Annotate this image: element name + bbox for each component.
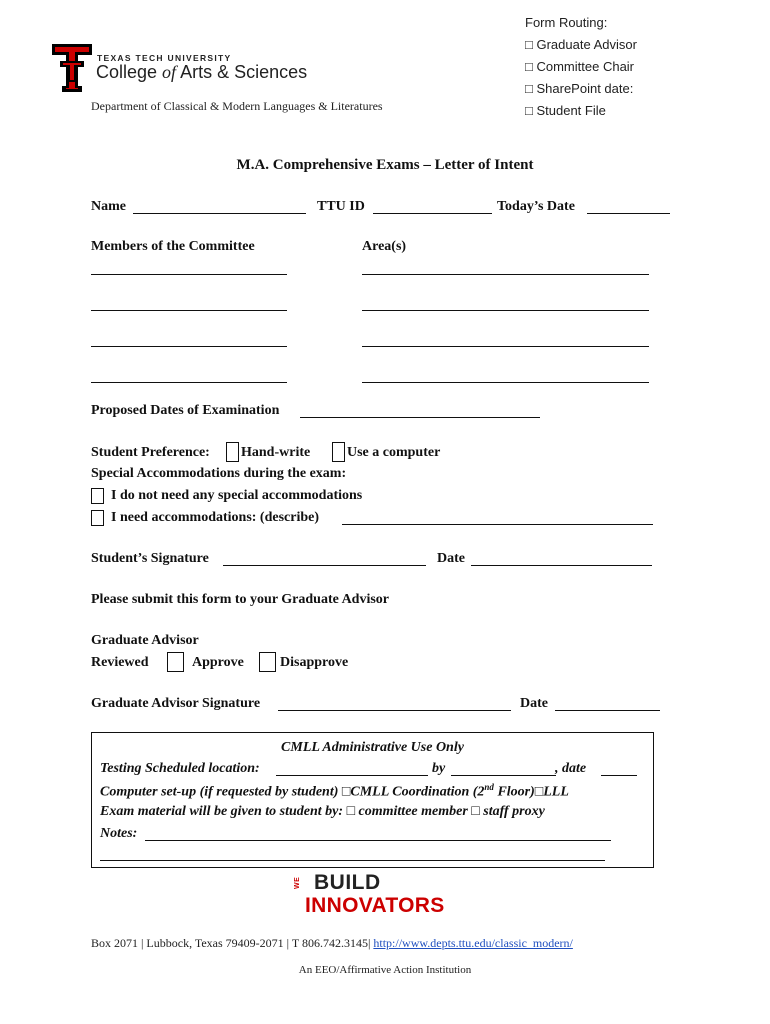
address-text: Box 2071 | Lubbock, Texas 79409-2071 | T 806.742.3145| [91, 936, 374, 950]
advisor-signature-field[interactable] [278, 710, 511, 711]
checkbox-icon[interactable]: □ [534, 784, 544, 800]
double-t-logo [50, 42, 94, 94]
handwrite-label: Hand-write [241, 445, 311, 460]
notes-field[interactable] [145, 840, 611, 841]
checkbox-icon: □ [525, 81, 533, 96]
proposed-dates-field[interactable] [300, 417, 540, 418]
today-date-field[interactable] [587, 213, 670, 214]
we-label: WE [294, 876, 301, 889]
areas-label: Area(s) [362, 239, 407, 254]
form-routing [525, 12, 637, 122]
advisor-signature-label: Graduate Advisor Signature [91, 696, 261, 711]
name-field[interactable] [133, 213, 306, 214]
student-signature-label: Student’s Signature [91, 551, 209, 566]
proposed-dates-label: Proposed Dates of Examination [91, 403, 280, 418]
member-field[interactable] [91, 346, 287, 347]
checkbox-icon[interactable]: □ [471, 804, 480, 819]
department-url-link[interactable]: http://www.depts.ttu.edu/classic_modern/ [373, 936, 573, 950]
checkbox-icon[interactable]: □ [341, 784, 351, 800]
area-field[interactable] [362, 310, 649, 311]
area-field[interactable] [362, 382, 649, 383]
address-row [91, 936, 573, 951]
college-name-post: Arts & Sciences [176, 62, 308, 82]
testing-by-label: by [432, 761, 446, 776]
advisor-date-label: Date [520, 696, 548, 711]
computer-setup-label: Computer set-up (if requested by student) [100, 784, 339, 800]
no-accommodations-label: I do not need any special accommodations [111, 488, 363, 503]
computer-label: Use a computer [347, 445, 441, 460]
routing-item[interactable] [525, 100, 637, 122]
cmll-coord-post: Floor) [493, 784, 535, 800]
routing-title: Form Routing: [525, 15, 608, 30]
college-name-of: of [162, 62, 177, 82]
notes-label: Notes: [100, 826, 138, 841]
innovators-label: INNOVATORS [305, 894, 445, 917]
exam-material-label: Exam material will be given to student by: [100, 804, 344, 819]
ttu-id-label: TTU ID [317, 199, 365, 214]
handwrite-checkbox[interactable] [226, 442, 239, 462]
checkbox-icon: □ [525, 59, 533, 74]
exam-material-row [100, 804, 545, 820]
accommodations-description-field[interactable] [342, 524, 653, 525]
build-label: BUILD [314, 871, 381, 894]
student-signature-field[interactable] [223, 565, 426, 566]
checkbox-icon[interactable]: □ [346, 804, 356, 819]
student-date-field[interactable] [471, 565, 652, 566]
accommodations-label: Special Accommodations during the exam: [91, 466, 347, 481]
computer-setup-row [100, 782, 569, 801]
college-name [96, 62, 307, 83]
checkbox-icon: □ [525, 37, 533, 52]
area-field[interactable] [362, 274, 649, 275]
preference-label: Student Preference: [91, 445, 210, 460]
submit-note: Please submit this form to your Graduate Advisor [91, 592, 390, 607]
member-field[interactable] [91, 310, 287, 311]
approve-label: Approve [192, 655, 244, 670]
routing-item-label: Graduate Advisor [536, 37, 637, 52]
disapprove-label: Disapprove [280, 655, 349, 670]
ttu-id-field[interactable] [373, 213, 492, 214]
form-title: M.A. Comprehensive Exams – Letter of Intent [236, 157, 534, 173]
name-label: Name [91, 199, 126, 214]
members-label: Members of the Committee [91, 239, 255, 254]
routing-item[interactable] [525, 56, 637, 78]
reviewed-label: Reviewed [91, 655, 149, 670]
advisor-date-field[interactable] [555, 710, 660, 711]
today-date-label: Today’s Date [497, 199, 575, 214]
student-date-label: Date [437, 551, 465, 566]
testing-by-field[interactable] [451, 775, 556, 776]
testing-location-field[interactable] [276, 775, 428, 776]
lll-label: LLL [543, 784, 569, 800]
disapprove-checkbox[interactable] [259, 652, 276, 672]
routing-item[interactable] [525, 34, 637, 56]
routing-item[interactable] [525, 78, 637, 100]
committee-member-label: committee member [355, 804, 472, 819]
staff-proxy-label: staff proxy [479, 804, 545, 819]
area-field[interactable] [362, 346, 649, 347]
cmll-coord-sup: nd [484, 782, 494, 792]
checkbox-icon: □ [525, 103, 533, 118]
routing-item-label: Committee Chair [536, 59, 635, 74]
notes-field-2[interactable] [100, 860, 605, 861]
need-accommodations-checkbox[interactable] [91, 510, 104, 526]
testing-label: Testing Scheduled location: [100, 761, 260, 776]
routing-item-label: SharePoint date: [536, 81, 634, 96]
no-accommodations-checkbox[interactable] [91, 488, 104, 504]
member-field[interactable] [91, 274, 287, 275]
college-name-pre: College [96, 62, 163, 82]
testing-date-label: , date [555, 761, 587, 776]
member-field[interactable] [91, 382, 287, 383]
approve-checkbox[interactable] [167, 652, 184, 672]
cmll-coord-pre: CMLL Coordination (2 [350, 784, 485, 800]
admin-title: CMLL Administrative Use Only [281, 740, 464, 755]
advisor-heading: Graduate Advisor [91, 633, 199, 648]
department-name: Department of Classical & Modern Languages & Literatures [91, 99, 383, 113]
testing-date-field[interactable] [601, 775, 637, 776]
need-accommodations-label: I need accommodations: (describe) [111, 510, 320, 525]
university-name: TEXAS TECH UNIVERSITY [97, 53, 232, 63]
computer-checkbox[interactable] [332, 442, 345, 462]
eeo-statement: An EEO/Affirmative Action Institution [298, 964, 472, 976]
routing-item-label: Student File [536, 103, 606, 118]
